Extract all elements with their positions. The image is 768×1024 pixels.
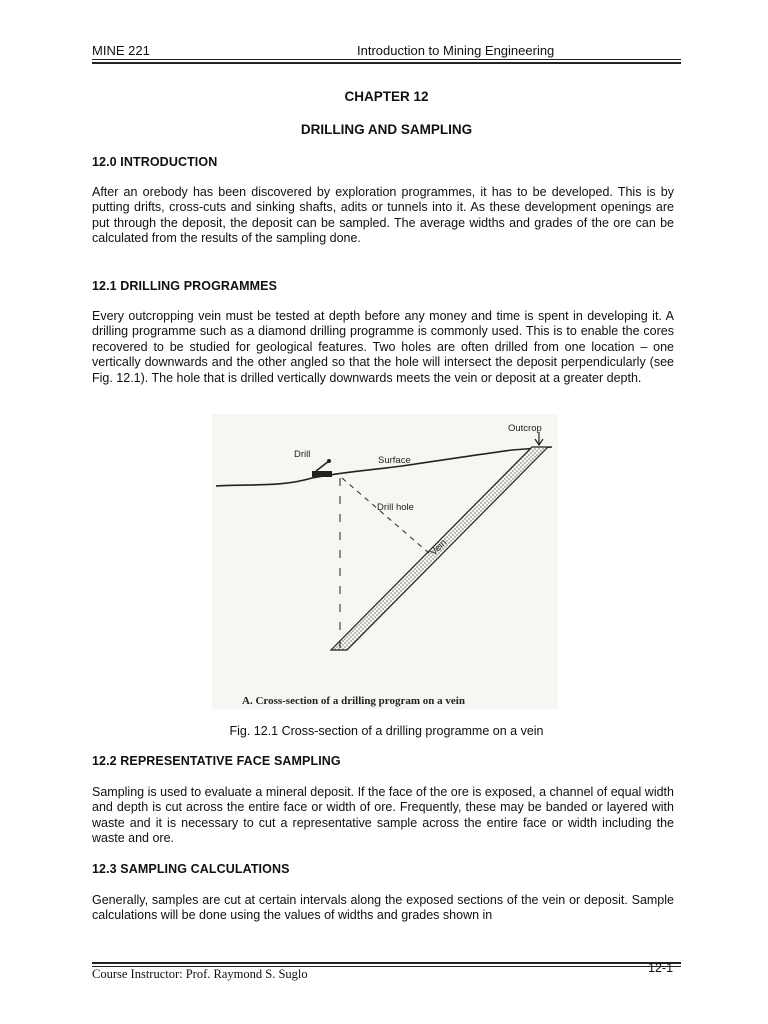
label-vein: Vein xyxy=(428,537,450,559)
angled-drill-hole xyxy=(342,478,430,554)
section-heading-sampling-calculations: 12.3 SAMPLING CALCULATIONS xyxy=(92,862,290,876)
figure-caption: Fig. 12.1 Cross-section of a drilling programme on a vein xyxy=(229,724,544,738)
footer-page-number: 12-1 xyxy=(648,961,674,975)
label-surface: Surface xyxy=(378,455,411,466)
footer-instructor: Course Instructor: Prof. Raymond S. Suglo xyxy=(92,967,308,981)
section-heading-drilling: 12.1 DRILLING PROGRAMMES xyxy=(92,279,278,293)
figure-drilling-cross-section xyxy=(212,414,558,709)
section-text-face-sampling: Sampling is used to evaluate a mineral deposit. If the face of the ore is exposed, a channel of equal width and depth is cut across the entire face or width of ore. Frequently, these may be banded or layered with waste and it is necessary to cut a representative sample across the entire face or width including the waste and ore. xyxy=(92,785,674,846)
section-heading-face-sampling: 12.2 REPRESENTATIVE FACE SAMPLING xyxy=(92,754,341,768)
label-drill-hole: Drill hole xyxy=(377,502,414,513)
header-course-title: Introduction to Mining Engineering xyxy=(357,43,555,58)
chapter-title: DRILLING AND SAMPLING xyxy=(300,122,473,137)
section-heading-intro: 12.0 INTRODUCTION xyxy=(92,155,218,169)
section-text-intro: After an orebody has been discovered by exploration programmes, it has to be developed. This is by putting drifts, cross-cuts and sinking shafts, adits or tunnels into it. As these development openings are put through the deposit, the deposit can be sampled. The average widths and grades of the ore can be calculated from the results of the sampling done. xyxy=(92,185,674,246)
figure-drawing xyxy=(212,414,558,709)
drill-rig-icon xyxy=(312,459,332,477)
figure-inner-caption: A. Cross-section of a drilling program on a vein xyxy=(242,695,465,707)
section-text-sampling-calculations: Generally, samples are cut at certain intervals along the exposed sections of the vein or deposit. Sample calculations will be done using the values of widths and grades shown in xyxy=(92,893,674,923)
chapter-number: CHAPTER 12 xyxy=(344,89,429,104)
label-outcrop: Outcrop xyxy=(508,423,542,434)
header-course-code: MINE 221 xyxy=(92,43,150,58)
section-text-drilling: Every outcropping vein must be tested at depth before any money and time is spent in developing it. A drilling programme such as a diamond drilling programme is commonly used. This is to enable the cores recovered to be studied for geological features. Two holes are often drilled from one location – one vertically downwards and the other angled so that the hole will intersect the deposit perpendicularly (see Fig. 12.1). The hole that is drilled vertically downwards meets the vein or deposit at a greater depth. xyxy=(92,309,674,385)
header-rule-top xyxy=(92,59,681,60)
footer-rule-top xyxy=(92,962,681,964)
header-rule-bottom xyxy=(92,62,681,64)
label-drill: Drill xyxy=(294,449,311,460)
